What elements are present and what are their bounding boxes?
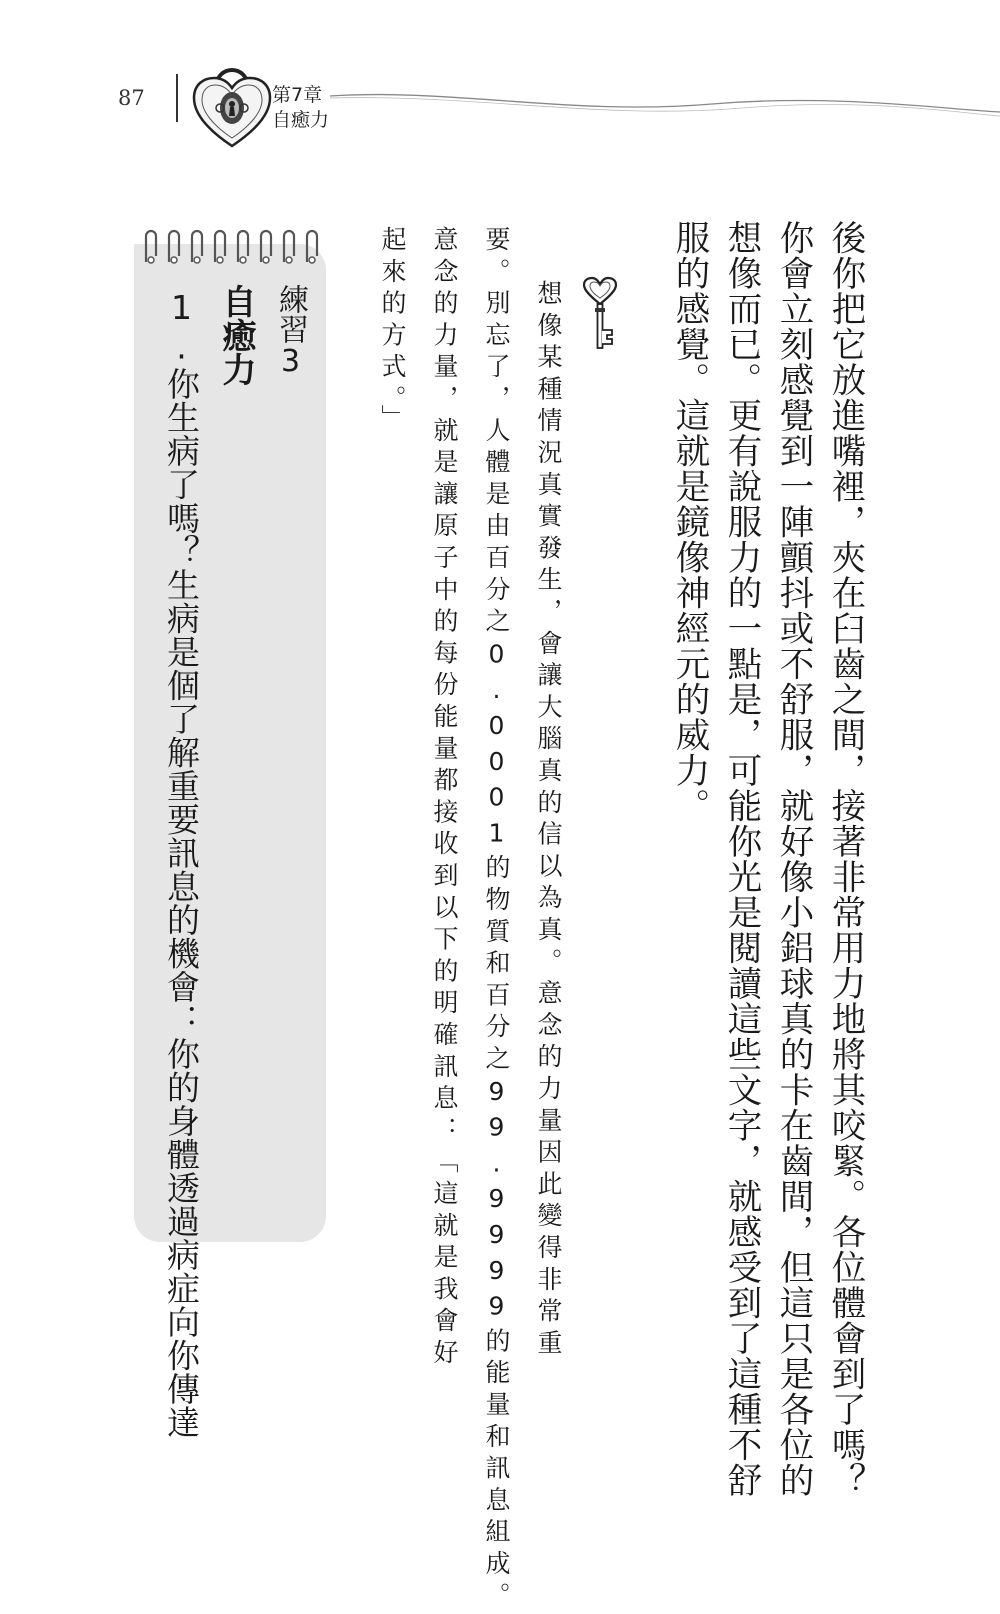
key-icon [580,276,620,352]
paragraph-line-2: 你會立刻感覺到一陣顫抖或不舒服，就好像小鋁球真的卡在齒間，但這只是各位的 [773,220,813,1498]
paragraph-line-1: 後你把它放進嘴裡，夾在臼齒之間，接著非常用力地將其咬緊。各位體會到了嗎？ [825,220,865,1498]
quote-line-1: 想像某種情況真實發生，會讓大腦真的信以為真。意念的力量因此變得非常重 [534,280,563,1362]
quote-line-4: 起來的方式。」 [378,226,407,437]
paragraph-line-4: 服的感覺。這就是鏡像神經元的威力。 [669,220,709,824]
chapter-title: 自癒力 [272,109,330,131]
quote-line-3: 意念的力量，就是讓原子中的每份能量都接收到以下的明確訊息：「這就是我會好 [430,226,459,1371]
exercise-item-1: 1.你生病了嗎？生病是個了解重要訊息的機會：你的身體透過病症向你傳達 [162,288,201,1439]
chapter-number: 第7章 [272,84,323,106]
header-divider [176,74,178,122]
spiral-ring-icon [138,226,328,266]
heart-lock-icon [190,50,274,150]
paragraph-line-3: 想像而已。更有說服力的一點是，可能你光是閱讀這些文字，就感受到了這種不舒 [721,220,761,1498]
exercise-title: 自癒力 [216,284,256,386]
header-ornament-line [272,86,1000,126]
exercise-label: 練習3 [273,284,308,379]
quote-line-2: 要。別忘了，人體是由百分之0.0001的物質和百分之99.9999的能量和訊息組成。 [482,226,511,1614]
page-number: 87 [118,86,145,110]
